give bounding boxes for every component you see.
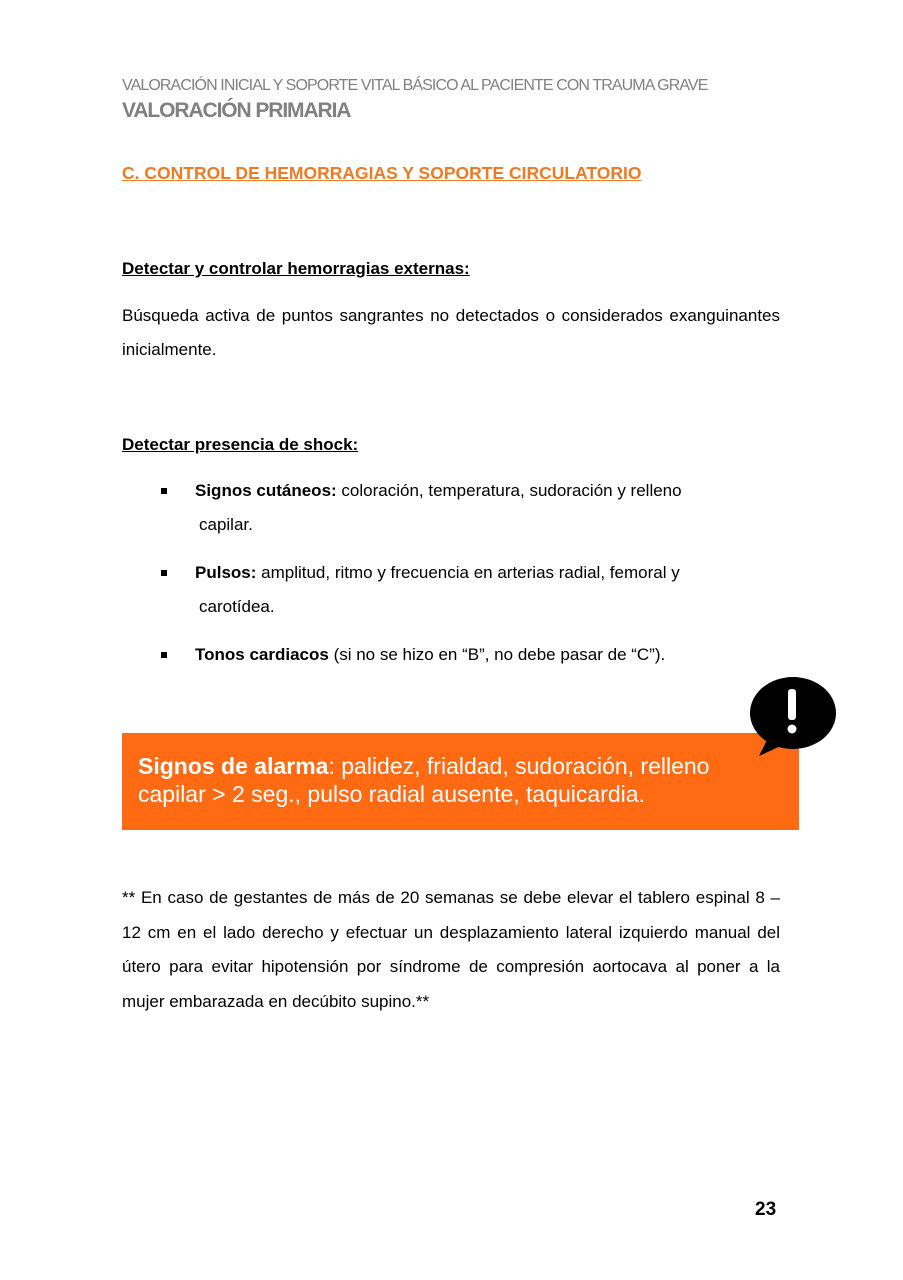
section-title: C. CONTROL DE HEMORRAGIAS Y SOPORTE CIRCULATORIO [122,163,642,183]
bullet-label: Tonos cardiacos [195,645,329,664]
pregnancy-note: ** En caso de gestantes de más de 20 semanas se debe elevar el tablero espinal 8 – 12 cm en el lado derecho y efectuar un desplazamiento lateral izquierdo manual del útero para evitar hipotensión por síndrome de compresión aortocava al poner a la mujer embarazada en decúbito supino.** [122,888,780,1011]
page-number: 23 [755,1199,777,1220]
bullet-text: coloración, temperatura, sudoración y relleno [336,481,682,500]
bullet-square-icon [161,652,167,658]
bullet-continuation: capilar. [199,515,253,534]
bullet-text: amplitud, ritmo y frecuencia en arterias radial, femoral y [256,563,680,582]
alarm-text: : palidez, frialdad, sudoración, relleno capilar > 2 seg., pulso radial ausente, taquicardia. [138,753,710,807]
external-hemorrhage-text: Búsqueda activa de puntos sangrantes no detectados o considerados exanguinantes inicialmente. [122,306,780,359]
bullet-square-icon [161,570,167,576]
alarm-callout [122,733,799,830]
shock-heading: Detectar presencia de shock: [122,435,359,454]
exclamation-speech-bubble-icon [747,676,837,760]
bullet-label: Pulsos: [195,563,257,582]
alarm-label: Signos de alarma [138,753,329,779]
header-title: VALORACIÓN PRIMARIA [122,99,351,122]
bullet-text: (si no se hizo en “B”, no debe pasar de “C”). [328,645,666,664]
bullet-square-icon [161,488,167,494]
bullet-continuation: carotídea. [199,597,275,616]
header-subtitle: VALORACIÓN INICIAL Y SOPORTE VITAL BÁSICO AL PACIENTE CON TRAUMA GRAVE [122,77,708,94]
external-hemorrhage-heading: Detectar y controlar hemorragias externas: [122,259,470,278]
bullet-label: Signos cutáneos: [195,481,337,500]
